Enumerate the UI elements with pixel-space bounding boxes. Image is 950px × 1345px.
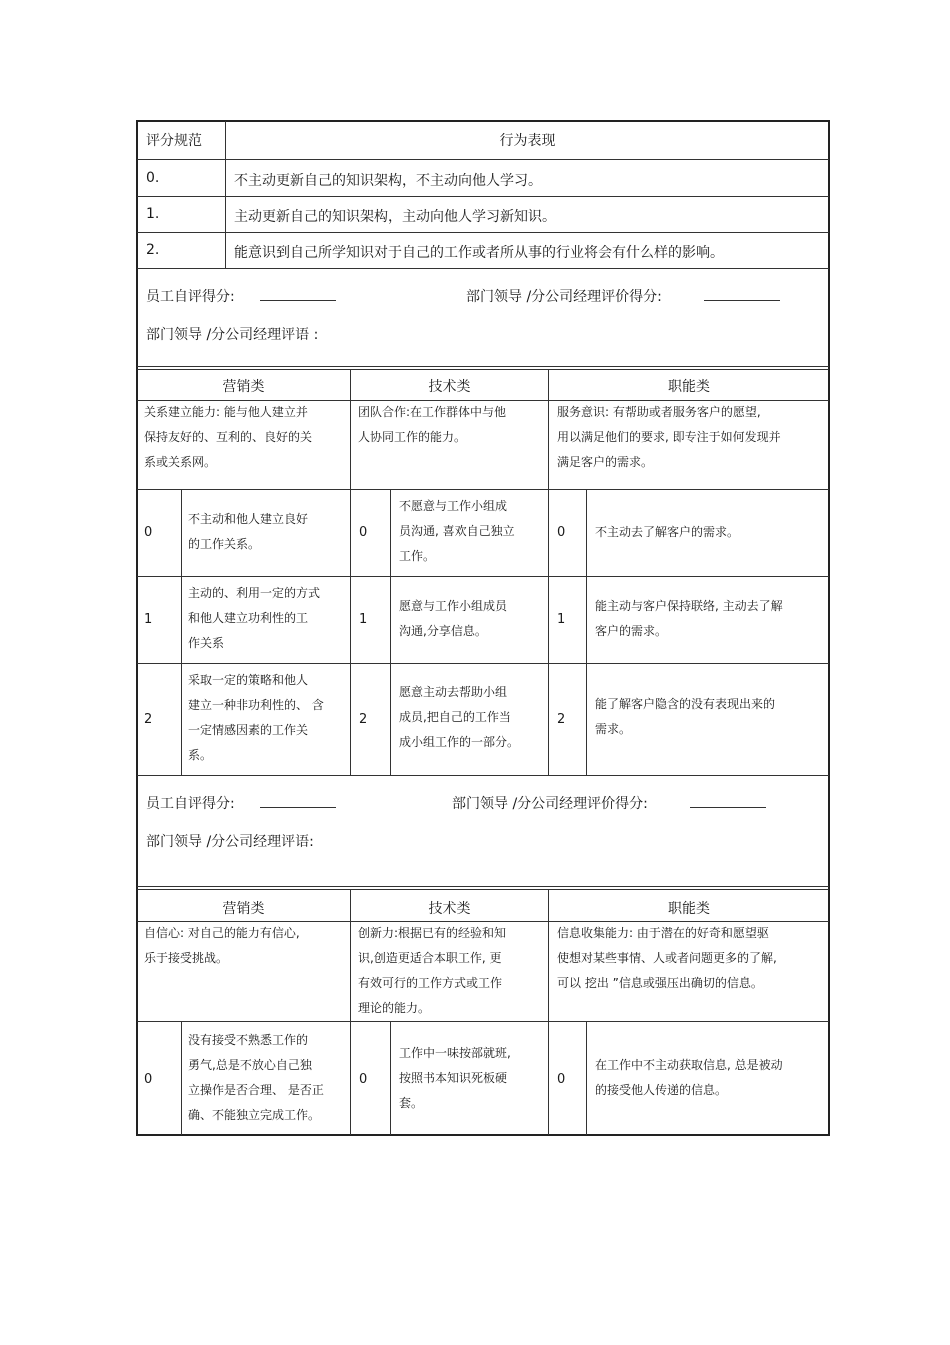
s2-r1-function: 能主动与客户保持联络, 主动去了解 客户的需求。 [595,599,783,638]
s3-r0-marketing: 没有接受不熟悉工作的 勇气,总是不放心自己独 立操作是否合理、 是否正 确、不能独立完成工作。 [188,1033,324,1122]
level-1: 1. [146,206,160,222]
level-0-text: 不主动更新自己的知识架构，不主动向他人学习。 [234,173,542,189]
s3-def-marketing: 自信心: 对自己的能力有信心, 乐于接受挑战。 [144,926,300,965]
s2-header-function: 职能类 [668,379,710,395]
s3-header-marketing: 营销类 [222,901,265,917]
s2-def-function: 服务意识: 有帮助或者服务客户的愿望, 用以满足他们的要求, 即专注于如何发现并 满足客户的需求。 [557,405,781,469]
s3-def-tech: 创新力:根据已有的经验和知 识,创造更适合本职工作, 更 有效可行的工作方式或工作 理论的能力。 [358,926,507,1015]
s2-r2-tech: 愿意主动去帮助小组 成员,把自己的工作当 成小组工作的一部分。 [399,685,520,749]
header-behavior: 行为表现 [499,133,556,149]
level-1-text: 主动更新自己的知识架构，主动向他人学习新知识。 [234,209,556,225]
s2-r2-level-marketing: 2 [144,712,153,727]
leader-score-blank[interactable] [704,286,780,305]
s2-r0-function: 不主动去了解客户的需求。 [595,525,740,539]
s2-header-marketing: 营销类 [222,379,265,395]
s2-r2-function: 能了解客户隐含的没有表现出来的 需求。 [595,697,776,736]
s3-r0-tech: 工作中一味按部就班, 按照书本知识死板硬 套。 [399,1046,511,1110]
s2-leader-comment-label: 部门领导 /分公司经理评语: [146,834,314,850]
s3-def-function: 信息收集能力: 由于潜在的好奇和愿望驱 使想对某些事情、人或者问题更多的了解, 可以 挖出 ”信息或强压出确切的信息。 [557,926,777,990]
s2-leader-score-blank[interactable] [690,793,766,812]
s2-r0-level-function: 0 [557,525,566,540]
s2-def-tech: 团队合作:在工作群体中与他 人协同工作的能力。 [358,405,507,444]
s3-header-tech: 技术类 [428,901,471,917]
header-rating-standard: 评分规范 [146,133,202,149]
s2-r1-level-function: 1 [557,612,566,627]
self-score-blank[interactable] [260,286,336,305]
s2-r0-level-tech: 0 [359,525,368,540]
s2-r2-marketing: 采取一定的策略和他人 建立一种非功利性的、 含 一定情感因素的工作关 系。 [188,673,324,762]
level-2: 2. [146,242,160,258]
s2-r1-level-tech: 1 [359,612,368,627]
s2-self-score-blank[interactable] [260,793,336,812]
s2-r0-tech: 不愿意与工作小组成 员沟通, 喜欢自己独立 工作。 [399,499,515,563]
s2-r0-level-marketing: 0 [144,525,153,540]
s3-r0-level-tech: 0 [359,1072,368,1087]
level-2-text: 能意识到自己所学知识对于自己的工作或者所从事的行业将会有什么样的影响。 [234,245,724,261]
s2-r2-level-tech: 2 [359,712,368,727]
self-score-label: 员工自评得分: [146,289,235,305]
s2-r1-marketing: 主动的、利用一定的方式 和他人建立功利性的工 作关系 [188,586,321,650]
s3-header-function: 职能类 [668,901,710,917]
s2-r2-level-function: 2 [557,712,566,727]
s3-r0-level-marketing: 0 [144,1072,153,1087]
s2-r1-level-marketing: 1 [144,612,153,627]
s3-r0-function: 在工作中不主动获取信息, 总是被动 的接受他人传递的信息。 [595,1058,783,1097]
s2-leader-score-label: 部门领导 /分公司经理评价得分: [452,796,648,812]
s3-r0-level-function: 0 [557,1072,566,1087]
s2-r1-tech: 愿意与工作小组成员 沟通,分享信息。 [399,599,508,638]
s2-header-tech: 技术类 [428,379,471,395]
s2-self-score-label: 员工自评得分: [146,796,235,812]
s2-def-marketing: 关系建立能力: 能与他人建立并 保持友好的、互利的、良好的关 系或关系网。 [144,405,313,469]
leader-score-label: 部门领导 /分公司经理评价得分: [466,289,662,305]
s2-r0-marketing: 不主动和他人建立良好 的工作关系。 [188,512,309,551]
level-0: 0. [146,170,160,186]
leader-comment-label: 部门领导 /分公司经理评语 : [146,327,319,343]
